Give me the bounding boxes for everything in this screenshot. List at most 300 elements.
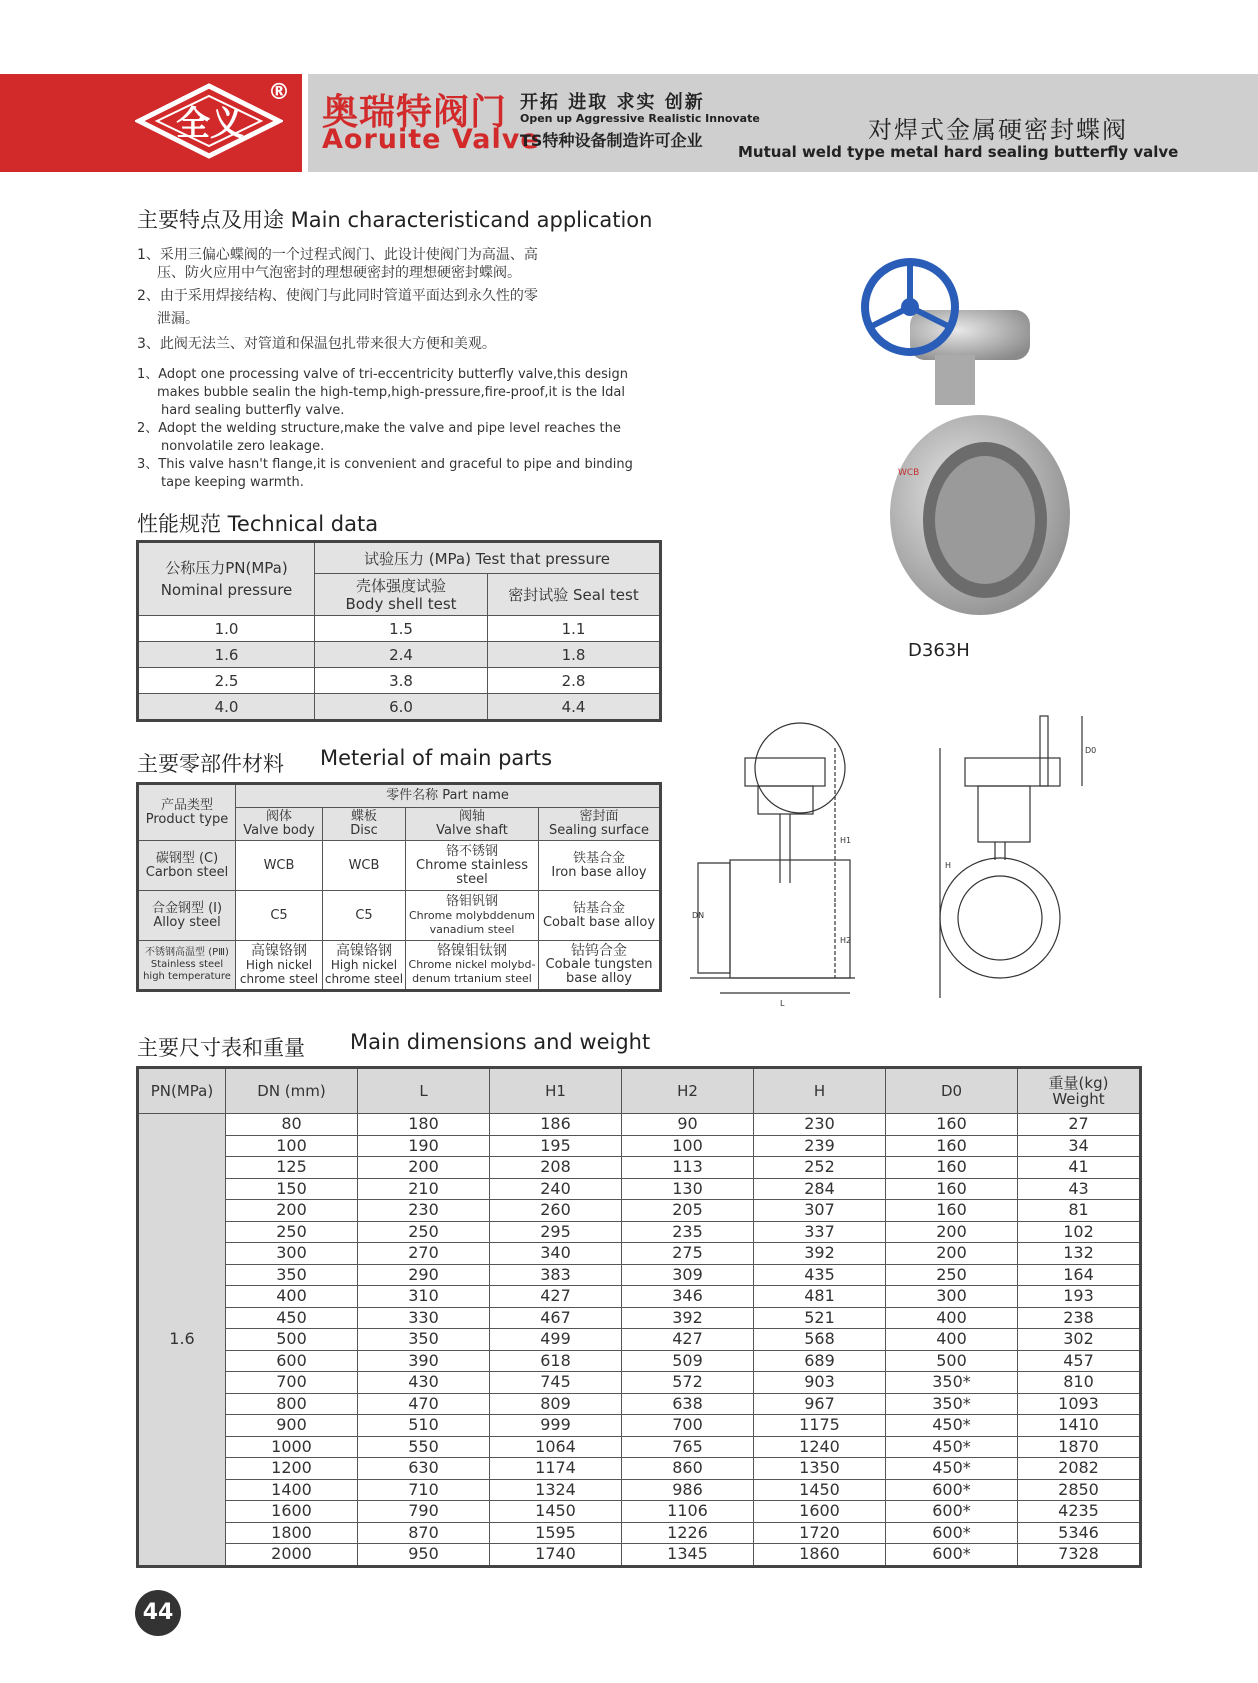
nominal-en-label: Nominal pressure bbox=[160, 581, 293, 599]
feature-cn-line: 1、采用三偏心蝶阀的一个过程式阀门、此设计使阀门为高温、高 bbox=[137, 247, 538, 263]
features-heading: 主要特点及用途 Main characteristicand application bbox=[137, 208, 653, 232]
cell: 350 bbox=[358, 1329, 490, 1351]
feature-cn-line: 泄漏。 bbox=[157, 311, 199, 327]
valve-shaft-header bbox=[406, 808, 539, 841]
col-h1: H1 bbox=[490, 1068, 622, 1114]
dimensions-table bbox=[136, 1066, 1142, 1568]
cell: 350* bbox=[886, 1372, 1018, 1394]
col-en: Disc bbox=[350, 823, 378, 838]
cell: 745 bbox=[490, 1372, 622, 1394]
cell: 392 bbox=[754, 1243, 886, 1265]
type-cn: 碳钢型 (C) bbox=[155, 850, 219, 866]
cell: 250 bbox=[886, 1264, 1018, 1286]
cell: 295 bbox=[490, 1221, 622, 1243]
col-dn: DN (mm) bbox=[226, 1068, 358, 1114]
drawing-label-h1: H1 bbox=[840, 836, 852, 845]
cell: 521 bbox=[754, 1307, 886, 1329]
cell: 600* bbox=[886, 1522, 1018, 1544]
cell: 350* bbox=[886, 1393, 1018, 1415]
shell-cn-label: 壳体强度试验 bbox=[355, 576, 446, 595]
cell: 2000 bbox=[226, 1544, 358, 1567]
technical-heading: 性能规范 Technical data bbox=[137, 512, 379, 536]
shell-test-header bbox=[315, 574, 488, 616]
table-row bbox=[138, 1307, 1141, 1329]
cell: 113 bbox=[622, 1157, 754, 1179]
slogan-ts: TS特种设备制造许可企业 bbox=[520, 131, 703, 150]
cell: 34 bbox=[1018, 1135, 1141, 1157]
cell: WCB bbox=[236, 841, 323, 891]
cell: 509 bbox=[622, 1350, 754, 1372]
cell: 125 bbox=[226, 1157, 358, 1179]
col-h2: H2 bbox=[622, 1068, 754, 1114]
table-row bbox=[138, 1135, 1141, 1157]
cell: 790 bbox=[358, 1501, 490, 1523]
table-row bbox=[138, 1286, 1141, 1308]
cell: 510 bbox=[358, 1415, 490, 1437]
disc-header bbox=[323, 808, 406, 841]
valve-drawing-image bbox=[690, 708, 1110, 1008]
cell: 710 bbox=[358, 1479, 490, 1501]
drawing-label-h2: H2 bbox=[840, 936, 852, 945]
cell: 1600 bbox=[226, 1501, 358, 1523]
cell: 1093 bbox=[1018, 1393, 1141, 1415]
cell: 190 bbox=[358, 1135, 490, 1157]
cell: 81 bbox=[1018, 1200, 1141, 1222]
feature-en-line: makes bubble sealin the high-temp,high-pressure,fire-proof,it is the Idal bbox=[157, 385, 625, 400]
cell: 765 bbox=[622, 1436, 754, 1458]
col-en: Valve shaft bbox=[436, 823, 508, 838]
cell: 235 bbox=[622, 1221, 754, 1243]
cell-cn: 钴钨合金 bbox=[571, 943, 627, 959]
cell: 467 bbox=[490, 1307, 622, 1329]
cell: 150 bbox=[226, 1178, 358, 1200]
cell: 160 bbox=[886, 1114, 1018, 1136]
dimensions-heading-en: Main dimensions and weight bbox=[350, 1030, 651, 1054]
cell: 250 bbox=[358, 1221, 490, 1243]
cell: 1175 bbox=[754, 1415, 886, 1437]
page-number: 44 bbox=[135, 1590, 181, 1636]
cell: 3.8 bbox=[315, 668, 488, 694]
col-cn: 密封面 bbox=[579, 809, 619, 824]
cell: 435 bbox=[754, 1264, 886, 1286]
cell: 430 bbox=[358, 1372, 490, 1394]
cell: 27 bbox=[1018, 1114, 1141, 1136]
cell bbox=[539, 941, 661, 991]
cell: 284 bbox=[754, 1178, 886, 1200]
cell: 1.8 bbox=[488, 642, 661, 668]
col-en: Valve body bbox=[243, 823, 315, 838]
cell: 1174 bbox=[490, 1458, 622, 1480]
cell-en: High nickel chrome steel bbox=[239, 958, 319, 986]
cell: 130 bbox=[622, 1178, 754, 1200]
type-cn: 不锈钢高温型 (PⅢ) bbox=[145, 947, 229, 958]
table-row bbox=[138, 616, 661, 642]
cell: 499 bbox=[490, 1329, 622, 1351]
cell: 1720 bbox=[754, 1522, 886, 1544]
cell bbox=[323, 941, 406, 991]
cell: 950 bbox=[358, 1544, 490, 1567]
cell: 309 bbox=[622, 1264, 754, 1286]
table-row bbox=[138, 1221, 1141, 1243]
cell: 568 bbox=[754, 1329, 886, 1351]
cell: 210 bbox=[358, 1178, 490, 1200]
cell: 700 bbox=[622, 1415, 754, 1437]
cell: 392 bbox=[622, 1307, 754, 1329]
cell: 100 bbox=[226, 1135, 358, 1157]
cell: 41 bbox=[1018, 1157, 1141, 1179]
cell: 4.4 bbox=[488, 694, 661, 721]
table-row bbox=[138, 694, 661, 721]
cell: 5346 bbox=[1018, 1522, 1141, 1544]
cell: 1450 bbox=[490, 1501, 622, 1523]
cell: 618 bbox=[490, 1350, 622, 1372]
registered-mark: ® bbox=[268, 80, 290, 105]
cell: 230 bbox=[358, 1200, 490, 1222]
cell-cn: 铬钼钒钢 bbox=[445, 893, 498, 909]
cell-en: Cobalt base alloy bbox=[542, 914, 656, 930]
cell: 1350 bbox=[754, 1458, 886, 1480]
logo-text: 全义 bbox=[176, 104, 244, 144]
drawing-label-d0: D0 bbox=[1085, 746, 1097, 755]
cell bbox=[539, 891, 661, 941]
feature-en-line: nonvolatile zero leakage. bbox=[161, 439, 325, 454]
feature-en-line: 3、This valve hasn't flange,it is convenient and graceful to pipe and binding bbox=[137, 457, 633, 472]
cell: 1800 bbox=[226, 1522, 358, 1544]
cell: 1240 bbox=[754, 1436, 886, 1458]
feature-en-line: 1、Adopt one processing valve of tri-eccentricity butterfly valve,this design bbox=[137, 367, 629, 382]
feature-en-line: 2、Adopt the welding structure,make the valve and pipe level reaches the bbox=[137, 421, 621, 436]
cell: 400 bbox=[886, 1329, 1018, 1351]
col-en: Sealing surface bbox=[548, 823, 650, 838]
cell-en: Chrome stainless steel bbox=[416, 857, 528, 887]
feature-en-line: hard sealing butterfly valve. bbox=[161, 403, 345, 418]
cell: 1870 bbox=[1018, 1436, 1141, 1458]
cell: 300 bbox=[226, 1243, 358, 1265]
cell: 310 bbox=[358, 1286, 490, 1308]
cell: 205 bbox=[622, 1200, 754, 1222]
cell: 160 bbox=[886, 1135, 1018, 1157]
cell: 903 bbox=[754, 1372, 886, 1394]
table-row bbox=[138, 1243, 1141, 1265]
cell bbox=[539, 841, 661, 891]
cell: 1064 bbox=[490, 1436, 622, 1458]
cell bbox=[236, 941, 323, 991]
cell: 986 bbox=[622, 1479, 754, 1501]
pn-cell: 1.6 bbox=[138, 1114, 226, 1567]
cell: 7328 bbox=[1018, 1544, 1141, 1567]
cell: 100 bbox=[622, 1135, 754, 1157]
cell: 481 bbox=[754, 1286, 886, 1308]
weight-cn: 重量(kg) bbox=[1048, 1074, 1109, 1092]
cell-cn: 高镍铬钢 bbox=[251, 943, 307, 959]
cell: 160 bbox=[886, 1157, 1018, 1179]
cell-en: Chrome molybddenum vanadium steel bbox=[408, 908, 536, 936]
cell: 450* bbox=[886, 1436, 1018, 1458]
table-row bbox=[138, 1501, 1141, 1523]
drawing-label-dn: DN bbox=[692, 911, 705, 920]
cell-cn: 铬镍钼钛钢 bbox=[437, 943, 507, 959]
cell: 300 bbox=[886, 1286, 1018, 1308]
table-row bbox=[138, 1264, 1141, 1286]
cell: 383 bbox=[490, 1264, 622, 1286]
cell: 689 bbox=[754, 1350, 886, 1372]
col-weight bbox=[1018, 1068, 1141, 1114]
cell: 600* bbox=[886, 1544, 1018, 1567]
cell: 427 bbox=[490, 1286, 622, 1308]
cell: 90 bbox=[622, 1114, 754, 1136]
cell: 967 bbox=[754, 1393, 886, 1415]
cell: 470 bbox=[358, 1393, 490, 1415]
cell: 350 bbox=[226, 1264, 358, 1286]
col-cn: 蝶板 bbox=[350, 809, 377, 824]
cell: 1450 bbox=[754, 1479, 886, 1501]
nominal-pressure-header bbox=[138, 542, 315, 616]
valve-body-header bbox=[236, 808, 323, 841]
cell: 600 bbox=[226, 1350, 358, 1372]
table-row bbox=[138, 1458, 1141, 1480]
slogan-en: Open up Aggressive Realistic Innovate bbox=[520, 112, 760, 125]
page-title-cn: 对焊式金属硬密封蝶阀 bbox=[868, 116, 1128, 144]
cell: 290 bbox=[358, 1264, 490, 1286]
table-row bbox=[138, 1372, 1141, 1394]
cell: 999 bbox=[490, 1415, 622, 1437]
feature-en-line: tape keeping warmth. bbox=[161, 475, 304, 490]
col-cn: 阀轴 bbox=[458, 809, 485, 824]
cell: 6.0 bbox=[315, 694, 488, 721]
materials-heading-cn: 主要零部件材料 bbox=[137, 752, 284, 776]
cell: 230 bbox=[754, 1114, 886, 1136]
cell: 4235 bbox=[1018, 1501, 1141, 1523]
cell: 1860 bbox=[754, 1544, 886, 1567]
col-cn: 阀体 bbox=[265, 809, 292, 824]
brand-name-en: Aoruite Valve bbox=[322, 124, 540, 155]
cell: 200 bbox=[226, 1200, 358, 1222]
cell: 1345 bbox=[622, 1544, 754, 1567]
weight-en: Weight bbox=[1052, 1090, 1105, 1108]
shell-en-label: Body shell test bbox=[345, 594, 457, 613]
cell: 275 bbox=[622, 1243, 754, 1265]
table-row bbox=[138, 1350, 1141, 1372]
nominal-cn-label: 公称压力PN(MPa) bbox=[165, 559, 288, 577]
cell: 195 bbox=[490, 1135, 622, 1157]
cell: 1400 bbox=[226, 1479, 358, 1501]
cell: 337 bbox=[754, 1221, 886, 1243]
product-type-header bbox=[138, 784, 236, 841]
test-pressure-header: 试验压力 (MPa) Test that pressure bbox=[315, 542, 661, 574]
cell: 500 bbox=[226, 1329, 358, 1351]
cell: 1740 bbox=[490, 1544, 622, 1567]
cell: 1324 bbox=[490, 1479, 622, 1501]
table-row bbox=[138, 1157, 1141, 1179]
cell: 630 bbox=[358, 1458, 490, 1480]
cell: 1.6 bbox=[138, 642, 315, 668]
cell: 450* bbox=[886, 1415, 1018, 1437]
cell: 250 bbox=[226, 1221, 358, 1243]
product-type-cell bbox=[138, 891, 236, 941]
cell: 208 bbox=[490, 1157, 622, 1179]
cell: 330 bbox=[358, 1307, 490, 1329]
part-name-header: 零件名称 Part name bbox=[236, 784, 661, 808]
cell bbox=[406, 841, 539, 891]
cell: 1.1 bbox=[488, 616, 661, 642]
cell: 252 bbox=[754, 1157, 886, 1179]
cell: 390 bbox=[358, 1350, 490, 1372]
cell: 164 bbox=[1018, 1264, 1141, 1286]
type-cn: 合金钢型 (I) bbox=[151, 900, 223, 916]
col-d0: D0 bbox=[886, 1068, 1018, 1114]
sealing-surface-header bbox=[539, 808, 661, 841]
cell: 307 bbox=[754, 1200, 886, 1222]
drawing-label-l: L bbox=[780, 999, 785, 1008]
product-type-cn: 产品类型 bbox=[160, 797, 213, 813]
cell: C5 bbox=[236, 891, 323, 941]
cell: 4.0 bbox=[138, 694, 315, 721]
slogan-cn: 开拓 进取 求实 创新 bbox=[520, 92, 705, 113]
cell: 180 bbox=[358, 1114, 490, 1136]
cell-cn: 钴基合金 bbox=[572, 900, 625, 916]
table-row bbox=[138, 1393, 1141, 1415]
cell: 43 bbox=[1018, 1178, 1141, 1200]
features-en bbox=[137, 366, 657, 492]
cell: 302 bbox=[1018, 1329, 1141, 1351]
cell: 600* bbox=[886, 1501, 1018, 1523]
cell: 700 bbox=[226, 1372, 358, 1394]
cell: 1200 bbox=[226, 1458, 358, 1480]
cell: 600* bbox=[886, 1479, 1018, 1501]
cell: 346 bbox=[622, 1286, 754, 1308]
product-model-label: D363H bbox=[908, 640, 970, 661]
cell: 2.5 bbox=[138, 668, 315, 694]
dimensions-heading-cn: 主要尺寸表和重量 bbox=[137, 1036, 305, 1060]
cell: 1410 bbox=[1018, 1415, 1141, 1437]
cell: 450 bbox=[226, 1307, 358, 1329]
cell: 400 bbox=[226, 1286, 358, 1308]
col-l: L bbox=[358, 1068, 490, 1114]
table-row bbox=[138, 1436, 1141, 1458]
cell: C5 bbox=[323, 891, 406, 941]
cell-en: Chrome nickel molybd-denum trtanium steel bbox=[408, 958, 536, 985]
table-row bbox=[138, 1415, 1141, 1437]
cell: 572 bbox=[622, 1372, 754, 1394]
cell: 1600 bbox=[754, 1501, 886, 1523]
table-row bbox=[138, 642, 661, 668]
cell: 1000 bbox=[226, 1436, 358, 1458]
cell: 400 bbox=[886, 1307, 1018, 1329]
product-type-cell bbox=[138, 941, 236, 991]
cell: 239 bbox=[754, 1135, 886, 1157]
type-en: Alloy steel bbox=[153, 914, 221, 930]
cell: 340 bbox=[490, 1243, 622, 1265]
cell: 1.0 bbox=[138, 616, 315, 642]
feature-cn-line: 3、此阀无法兰、对管道和保温包扎带来很大方便和美观。 bbox=[137, 336, 496, 352]
feature-cn-line: 压、防火应用中气泡密封的理想硬密封的理想硬密封蝶阀。 bbox=[157, 265, 521, 281]
table-row bbox=[138, 1479, 1141, 1501]
cell: 160 bbox=[886, 1178, 1018, 1200]
cell: 160 bbox=[886, 1200, 1018, 1222]
cell: 1.5 bbox=[315, 616, 488, 642]
cell: 200 bbox=[358, 1157, 490, 1179]
table-row bbox=[138, 841, 661, 891]
cell: 238 bbox=[1018, 1307, 1141, 1329]
cell: 900 bbox=[226, 1415, 358, 1437]
cell: 260 bbox=[490, 1200, 622, 1222]
table-row bbox=[138, 941, 661, 991]
cell-cn: 高镍铬钢 bbox=[336, 943, 392, 959]
valve-photo-image bbox=[840, 255, 1070, 615]
cell: 270 bbox=[358, 1243, 490, 1265]
cell: 2.4 bbox=[315, 642, 488, 668]
cell-en: High nickel chrome steel bbox=[324, 958, 404, 986]
type-en: Carbon steel bbox=[145, 864, 229, 880]
table-row bbox=[138, 1522, 1141, 1544]
cell: 2082 bbox=[1018, 1458, 1141, 1480]
cell: 450* bbox=[886, 1458, 1018, 1480]
technical-data-table bbox=[136, 540, 662, 722]
cell: 810 bbox=[1018, 1372, 1141, 1394]
cell bbox=[406, 891, 539, 941]
type-en: Stainless steel high temperature bbox=[143, 959, 231, 982]
cell: 1595 bbox=[490, 1522, 622, 1544]
table-row bbox=[138, 668, 661, 694]
cell: 500 bbox=[886, 1350, 1018, 1372]
cell: 132 bbox=[1018, 1243, 1141, 1265]
cell: 427 bbox=[622, 1329, 754, 1351]
svg-text:WCB: WCB bbox=[898, 468, 920, 478]
cell: 200 bbox=[886, 1221, 1018, 1243]
cell: 457 bbox=[1018, 1350, 1141, 1372]
cell: 809 bbox=[490, 1393, 622, 1415]
brand-name-cn: 奥瑞特阀门 bbox=[322, 91, 508, 133]
feature-cn-line: 2、由于采用焊接结构、使阀门与此同时管道平面达到永久性的零 bbox=[137, 288, 538, 304]
cell-en: Iron base alloy bbox=[551, 864, 647, 880]
table-row bbox=[138, 1200, 1141, 1222]
cell-en: Cobale tungsten base alloy bbox=[545, 957, 653, 986]
cell: 200 bbox=[886, 1243, 1018, 1265]
page-title-en: Mutual weld type metal hard sealing butterfly valve bbox=[738, 143, 1179, 161]
cell-cn: 铁基合金 bbox=[572, 850, 625, 866]
table-row bbox=[138, 1178, 1141, 1200]
drawing-label-h: H bbox=[945, 861, 952, 870]
cell: 1226 bbox=[622, 1522, 754, 1544]
cell: 638 bbox=[622, 1393, 754, 1415]
col-h: H bbox=[754, 1068, 886, 1114]
cell: 102 bbox=[1018, 1221, 1141, 1243]
materials-heading-en: Meterial of main parts bbox=[320, 746, 553, 770]
table-row bbox=[138, 1329, 1141, 1351]
cell: 80 bbox=[226, 1114, 358, 1136]
features-cn bbox=[137, 246, 657, 353]
cell: 2850 bbox=[1018, 1479, 1141, 1501]
cell: 186 bbox=[490, 1114, 622, 1136]
cell bbox=[406, 941, 539, 991]
cell: 550 bbox=[358, 1436, 490, 1458]
product-type-en: Product type bbox=[145, 811, 229, 827]
table-row bbox=[138, 1544, 1141, 1567]
table-row bbox=[138, 1114, 1141, 1136]
product-type-cell bbox=[138, 841, 236, 891]
cell: 1106 bbox=[622, 1501, 754, 1523]
cell: 870 bbox=[358, 1522, 490, 1544]
cell: 860 bbox=[622, 1458, 754, 1480]
cell: 800 bbox=[226, 1393, 358, 1415]
col-pn: PN(MPa) bbox=[138, 1068, 226, 1114]
cell: 193 bbox=[1018, 1286, 1141, 1308]
materials-table bbox=[136, 782, 662, 992]
cell: WCB bbox=[323, 841, 406, 891]
cell-cn: 铬不锈钢 bbox=[445, 843, 498, 859]
seal-test-header: 密封试验 Seal test bbox=[488, 574, 661, 616]
table-row bbox=[138, 891, 661, 941]
